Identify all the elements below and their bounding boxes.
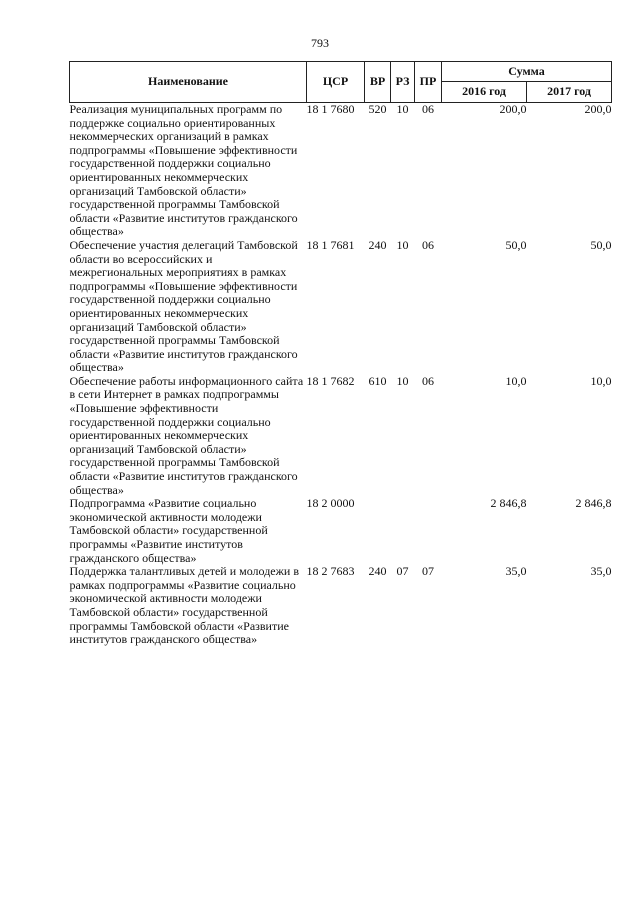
table-row — [70, 103, 612, 239]
row-sum-2016: 2 846,8 — [490, 496, 527, 511]
row-vr: 520 — [368, 102, 387, 116]
header-vr: ВР — [365, 62, 391, 103]
row-csr: 18 2 0000 — [306, 496, 355, 511]
row-sum-2016: 35,0 — [505, 564, 527, 579]
row-vr: 240 — [368, 564, 387, 579]
header-rz: РЗ — [391, 62, 415, 103]
row-rz: 10 — [396, 373, 409, 388]
row-csr: 18 2 7683 — [306, 564, 355, 579]
row-name: Обеспечение работы информационного сайта в сети Интернет в рамках подпрограммы «Повышение эффективности государственной поддержки социально ориентированных некоммерческих организаций Тамбовской области» государственной программы Тамбовской области «Развитие институтов гражданского общества» — [69, 373, 304, 497]
row-rz — [391, 497, 415, 565]
row-vr: 240 — [368, 237, 387, 252]
table-row — [70, 375, 612, 497]
row-name: Подпрограмма «Развитие социально экономической активности молодежи Тамбовской области» государственной программы «Развитие институтов гражданского общества» — [69, 496, 268, 565]
row-pr — [415, 497, 442, 565]
header-year-2016: 2016 год — [442, 81, 527, 102]
header-sum: Сумма — [442, 62, 612, 82]
row-name: Поддержка талантливых детей и молодежи в рамках подпрограммы «Развитие социально экономической активности молодежи Тамбовской области» государственной программы Тамбовской области «Развитие институтов гражданского общества» — [69, 564, 299, 647]
header-pr: ПР — [415, 62, 442, 103]
row-csr: 18 1 7680 — [306, 102, 355, 116]
row-pr: 06 — [422, 102, 434, 116]
row-name: Обеспечение участия делегаций Тамбовской области во всероссийских и межрегиональных мероприятиях в рамках подпрограммы «Повышение эффективности государственной поддержки социально ориентированных некоммерческих организаций Тамбовской области» государственной программы Тамбовской области «Развитие институтов гражданского общества» — [69, 237, 298, 375]
row-sum-2017: 35,0 — [590, 564, 612, 579]
header-year-2017: 2017 год — [527, 81, 612, 102]
row-sum-2017: 200,0 — [584, 102, 612, 116]
header-csr: ЦСР — [307, 62, 365, 103]
row-sum-2017: 2 846,8 — [575, 496, 612, 511]
table-body — [70, 103, 612, 647]
row-rz: 10 — [396, 237, 409, 252]
row-rz: 10 — [396, 102, 409, 116]
row-vr — [365, 497, 391, 565]
budget-table — [69, 61, 612, 647]
table-header — [70, 62, 612, 103]
row-rz: 07 — [396, 564, 409, 579]
row-sum-2017: 10,0 — [590, 373, 612, 388]
row-sum-2016: 10,0 — [505, 373, 527, 388]
row-pr: 07 — [422, 564, 434, 579]
page-number: 793 — [311, 36, 329, 50]
row-pr: 06 — [422, 373, 434, 388]
row-sum-2017: 50,0 — [590, 237, 612, 252]
row-sum-2016: 200,0 — [499, 102, 527, 116]
row-vr: 610 — [368, 373, 387, 388]
row-sum-2016: 50,0 — [505, 237, 527, 252]
row-csr: 18 1 7681 — [306, 237, 355, 252]
table-row — [70, 239, 612, 375]
row-csr: 18 1 7682 — [306, 373, 355, 388]
row-name: Реализация муниципальных программ по поддержке социально ориентированных некоммерческих организаций в рамках подпрограммы «Повышение эффективности государственной поддержки социально ориентированных некоммерческих организаций Тамбовской области» государственной программы Тамбовской области «Развитие институтов гражданского общества» — [69, 102, 298, 239]
table-row — [70, 565, 612, 647]
table-row — [70, 497, 612, 565]
header-name: Наименование — [70, 62, 307, 103]
row-pr: 06 — [422, 237, 434, 252]
